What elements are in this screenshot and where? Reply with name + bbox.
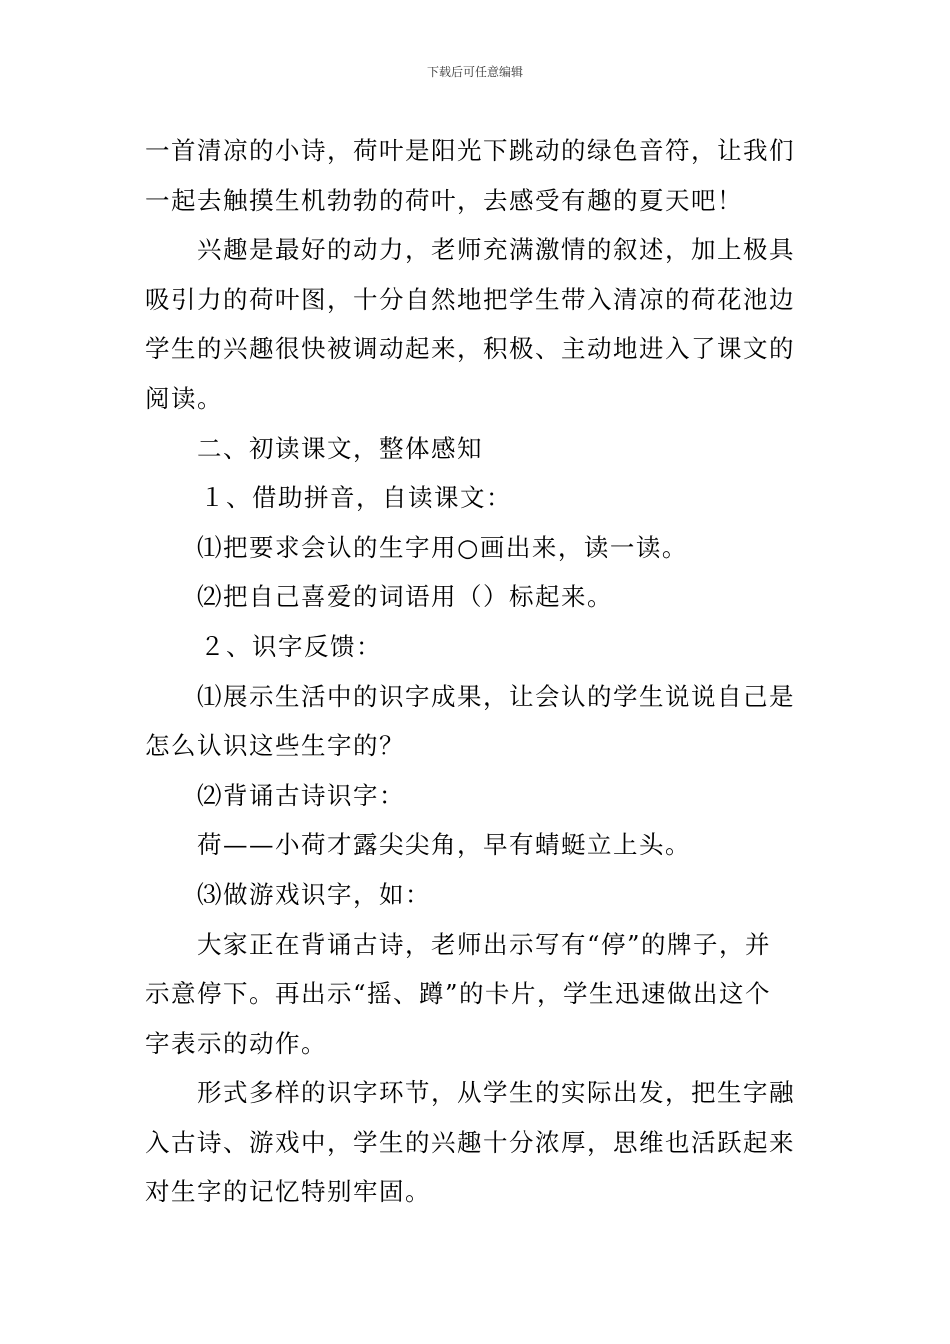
text-line: 一首清凉的小诗，荷叶是阳光下跳动的绿色音符，让我们 [145,136,795,165]
text-line: 二、初读课文，整体感知 [197,433,483,463]
step-1-item-1 [145,523,807,573]
text-line: 字表示的动作。 [145,1028,327,1058]
text-line: 大家正在背诵古诗，老师出示写有“停”的牌子，并 [197,929,772,959]
step-2-heading [145,622,807,672]
text-line: ⑶做游戏识字，如： [197,879,431,909]
text-line: ⑴展示生活中的识字成果，让会认的学生说说自己是 [197,681,795,711]
text-line: 吸引力的荷叶图，十分自然地把学生带入清凉的荷花池边 [145,284,795,314]
step-2-item-3 [145,870,807,920]
text-line: 一起去触摸生机勃勃的荷叶，去感受有趣的夏天吧！ [145,185,743,215]
text-line: ⑵背诵古诗识字： [197,780,405,810]
text-line: 入古诗、游戏中，学生的兴趣十分浓厚，思维也活跃起来 [145,1127,795,1157]
text-line: 形式多样的识字环节，从学生的实际出发，把生字融 [197,1078,795,1108]
text-line: 阅读。 [145,383,223,413]
text-line: 学生的兴趣很快被调动起来，积极、主动地进入了课文的 [145,334,795,364]
step-1-item-2 [145,572,807,622]
section-heading-first-reading [145,424,807,474]
paragraph-interest [145,225,807,423]
paragraph-game-example [145,920,807,1069]
text-line: ⑵把自己喜爱的词语用（）标起来。 [197,582,613,612]
text-line: ２、识字反馈： [200,631,382,661]
poem-example [145,820,807,870]
step-2-item-1 [145,672,807,771]
text-line: 兴趣是最好的动力，老师充满激情的叙述，加上极具 [197,235,795,265]
text-line: 示意停下。再出示“摇、蹲”的卡片，学生迅速做出这个 [145,979,772,1009]
text-line: 荷——小荷才露尖尖角，早有蜻蜓立上头。 [197,830,691,860]
text-line: １、借助拼音，自读课文： [200,483,512,513]
text-line: ⑴把要求会认的生字用○画出来，读一读。 [197,532,688,562]
text-line: 怎么认识这些生字的？ [145,731,405,761]
paragraph-intro-continued [145,126,807,225]
step-1-heading [145,473,807,523]
step-2-item-2 [145,771,807,821]
document-body [145,126,807,1217]
paragraph-summary [145,1068,807,1217]
page-header-note: 下载后可任意编辑 [426,65,523,79]
text-line: 对生字的记忆特别牢固。 [145,1177,431,1207]
